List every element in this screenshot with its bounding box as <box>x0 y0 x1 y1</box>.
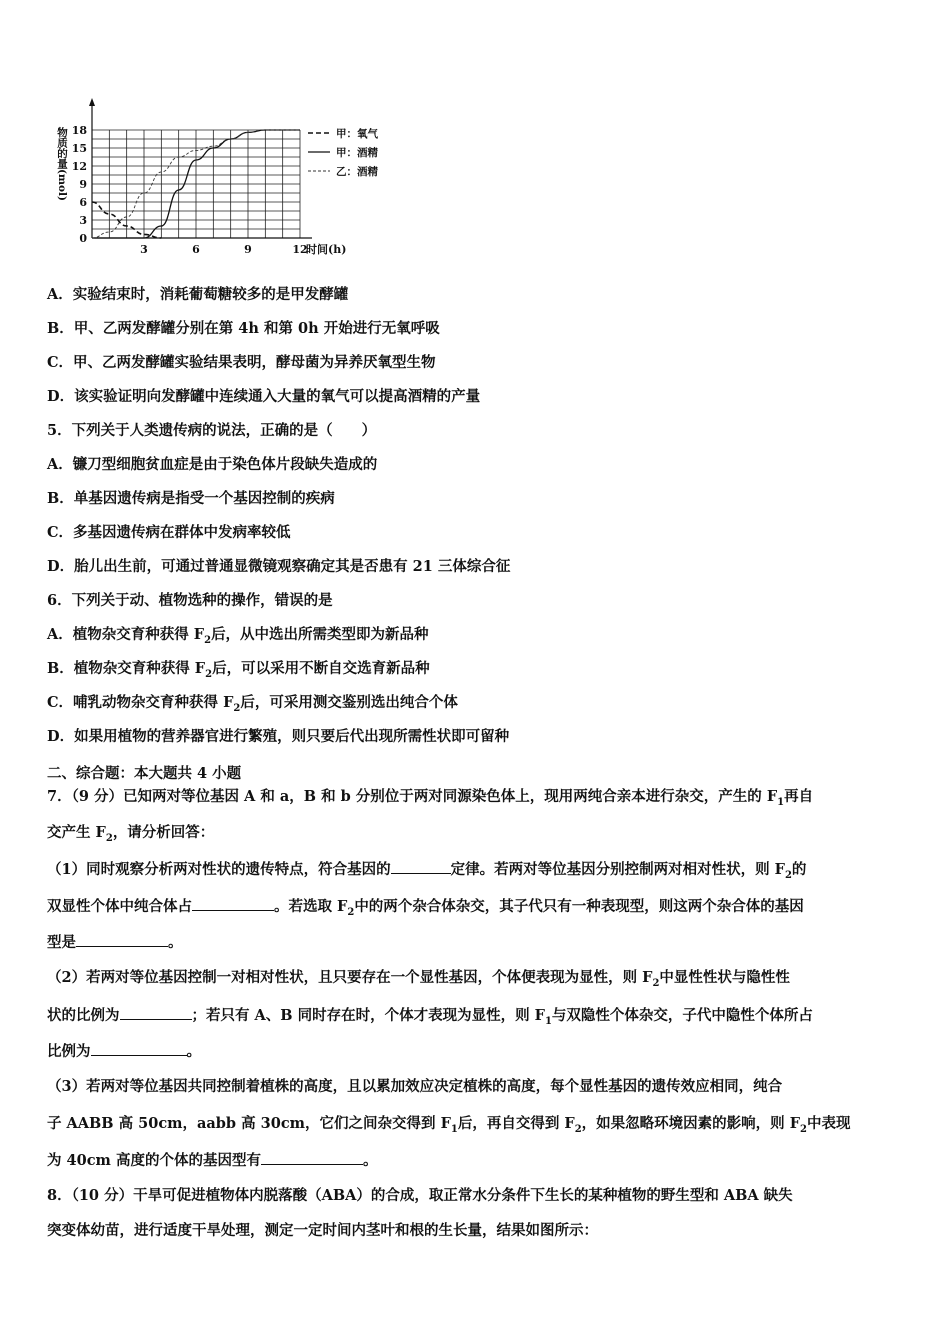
q5-option-d: D．胎儿出生前，可通过普通显微镜观察确定其是否患有 21 三体综合征 <box>47 558 511 575</box>
q4-option-b: B．甲、乙两发酵罐分别在第 4h 和第 0h 开始进行无氧呼吸 <box>47 320 440 337</box>
legend-label: 甲：氧气 <box>336 128 378 140</box>
legend-label: 甲：酒精 <box>336 147 378 159</box>
chart-svg <box>48 92 388 262</box>
answer-blank[interactable] <box>91 1041 187 1056</box>
q7-part1-line3: 型是 。 <box>47 934 183 951</box>
q6-option-d: D．如果用植物的营养器官进行繁殖，则只要后代出现所需性状即可留种 <box>47 728 510 745</box>
q7-part2-line2: 状的比例为 ；若只有 A、B 同时存在时，个体才表现为显性，则 $F_1$与双隐性个体杂交，子代中隐性个体所占 <box>47 1007 813 1027</box>
answer-blank[interactable] <box>76 932 168 947</box>
answer-blank[interactable] <box>192 896 274 911</box>
q7-part3-line2: 子 AABB 高 50cm，aabb 高 30cm，它们之间杂交得到 $F_1$后，再自交得到 $F_2$，如果忽略环境因素的影响，则 $F_2$中表现 <box>47 1115 851 1135</box>
q7-part2-line3: 比例为 。 <box>47 1043 201 1060</box>
q4-option-d: D．该实验证明向发酵罐中连续通入大量的氧气可以提高酒精的产量 <box>47 388 481 405</box>
q5-option-b: B．单基因遗传病是指受一个基因控制的疾病 <box>47 490 335 507</box>
x-tick-label: 9 <box>244 243 252 256</box>
q8-stem-line1: 8．（10 分）干旱可促进植物体内脱落酸（ABA）的合成，取正常水分条件下生长的某种植物的野生型和 ABA 缺失 <box>47 1187 793 1204</box>
legend-label: 乙：酒精 <box>336 166 378 178</box>
q5-stem: 5．下列关于人类遗传病的说法，正确的是（ ） <box>47 422 377 439</box>
y-axis-arrow <box>89 98 95 106</box>
q7-part2-line1: （2）若两对等位基因控制一对相对性状，且只要存在一个显性基因，个体便表现为显性，则 $F_2$中显性性状与隐性性 <box>47 969 790 989</box>
y-tick-label: 3 <box>79 214 87 227</box>
answer-blank[interactable] <box>261 1150 363 1165</box>
q6-option-b: B．植物杂交育种获得 $F_2$后，可以采用不断自交选育新品种 <box>47 660 430 680</box>
x-axis-title: 时间(h) <box>306 243 347 256</box>
y-tick-label: 18 <box>71 124 87 137</box>
q7-part1-line1: （1）同时观察分析两对性状的遗传特点，符合基因的 定律。若两对等位基因分别控制两对相对性状，则 $F_2$的 <box>47 861 807 881</box>
answer-blank[interactable] <box>391 859 451 874</box>
q7-stem-line1: 7．（9 分）已知两对等位基因 A 和 a，B 和 b 分别位于两对同源染色体上，现用两纯合亲本进行杂交，产生的 $F_1$再自 <box>47 788 814 808</box>
x-tick-label: 3 <box>140 243 148 256</box>
q8-stem-line2: 突变体幼苗，进行适度干旱处理，测定一定时间内茎叶和根的生长量，结果如图所示： <box>47 1222 598 1239</box>
y-tick-label: 12 <box>71 160 87 173</box>
q5-option-a: A．镰刀型细胞贫血症是由于染色体片段缺失造成的 <box>47 456 378 473</box>
y-tick-label: 9 <box>79 178 87 191</box>
q7-part3-line1: （3）若两对等位基因共同控制着植株的高度，且以累加效应决定植株的高度，每个显性基因的遗传效应相同，纯合 <box>47 1078 783 1095</box>
y-tick-label: 6 <box>79 196 87 209</box>
q7-stem-line2: 交产生 $F_2$，请分析回答： <box>47 824 215 844</box>
q4-option-c: C．甲、乙两发酵罐实验结果表明，酵母菌为异养厌氧型生物 <box>47 354 436 371</box>
y-axis-title: 物质的量(mol) <box>56 126 68 202</box>
q6-option-a: A．植物杂交育种获得 $F_2$后，从中选出所需类型即为新品种 <box>47 626 429 646</box>
x-tick-label: 12 <box>292 243 308 256</box>
q7-part1-line2: 双显性个体中纯合体占 。若选取 $F_2$中的两个杂合体杂交，其子代只有一种表现型，则这两个杂合体的基因 <box>47 898 804 918</box>
x-tick-label: 6 <box>192 243 200 256</box>
chart-legend <box>308 127 378 178</box>
q6-stem: 6．下列关于动、植物选种的操作，错误的是 <box>47 592 333 609</box>
q7-part3-line3: 为 40cm 高度的个体的基因型有 。 <box>47 1152 378 1169</box>
q4-option-a: A．实验结束时，消耗葡萄糖较多的是甲发酵罐 <box>47 286 349 303</box>
fermentation-chart <box>48 92 388 262</box>
section-heading: 二、综合题：本大题共 4 小题 <box>47 765 242 782</box>
y-tick-label: 0 <box>79 232 87 245</box>
answer-blank[interactable] <box>120 1005 192 1020</box>
y-tick-label: 15 <box>71 142 87 155</box>
q6-option-c: C．哺乳动物杂交育种获得 $F_2$后，可采用测交鉴别选出纯合个体 <box>47 694 458 714</box>
q5-option-c: C．多基因遗传病在群体中发病率较低 <box>47 524 291 541</box>
chart-axes <box>89 98 312 238</box>
chart-grid <box>92 130 300 238</box>
